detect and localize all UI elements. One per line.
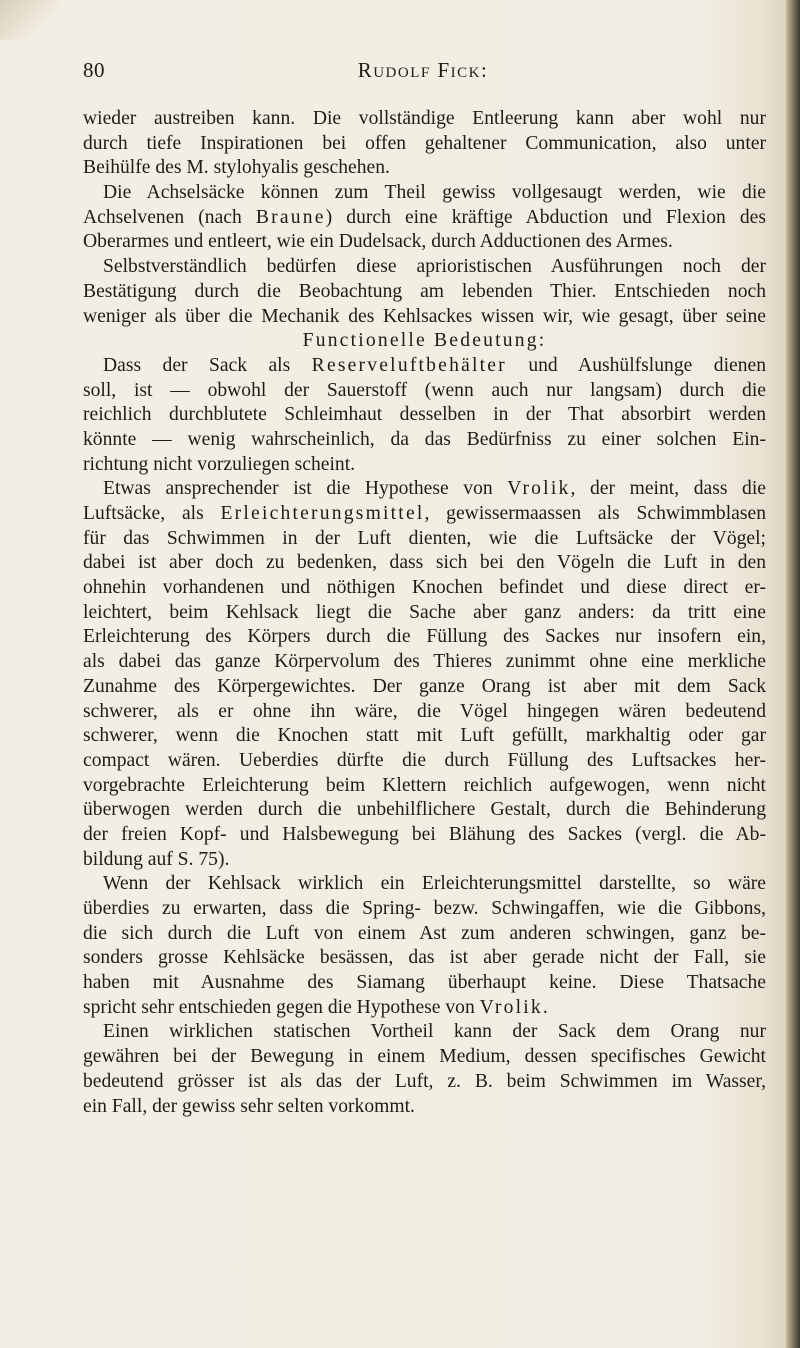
text-line: ein Fall, der gewiss sehr selten vorkommt. xyxy=(83,1095,415,1117)
page-header xyxy=(83,58,763,88)
text-line: Zunahme des Körpergewichtes. Der ganze Orang ist aber mit dem Sack xyxy=(83,675,766,697)
text-line: soll, ist — obwohl der Sauerstoff (wenn auch nur langsam) durch die xyxy=(83,379,766,401)
text-line: für das Schwimmen in der Luft dienten, wie die Luftsäcke der Vögel; xyxy=(83,527,766,549)
author-name-vrolik: Vrolik xyxy=(507,478,571,500)
text-line: vorgebrachte Erleichterung beim Klettern reichlich aufgewogen, wenn nicht xyxy=(83,774,766,796)
author-name-vrolik: Vrolik xyxy=(479,996,543,1018)
text-line: sonders grosse Kehlsäcke besässen, das ist aber gerade nicht der Fall, sie xyxy=(83,947,766,969)
text-line: weniger als über die Mechanik des Kehlsackes wissen wir, wie gesagt, über seine xyxy=(83,305,766,327)
text-span: Achselvenen (nach xyxy=(83,206,256,228)
emphasis-term: Erleichterungsmittel xyxy=(220,503,425,524)
text-line: Einen wirklichen statischen Vortheil kann der Sack dem Orang nur xyxy=(103,1021,766,1043)
text-span: spricht sehr entschieden gegen die Hypothese von xyxy=(83,996,480,1018)
text-span: Luftsäcke, als xyxy=(83,503,221,524)
text-line: die sich durch die Luft von einem Ast zum anderen schwingen, ganz be- xyxy=(83,922,766,944)
text-line: der freien Kopf- und Halsbewegung bei Blähung des Sackes (vergl. die Ab- xyxy=(83,823,766,845)
text-line: Erleichterung des Körpers durch die Füllung des Sackes nur insofern ein, xyxy=(83,626,766,648)
text-span: Dass der Sack als xyxy=(103,354,312,376)
text-line: schwerer, als er ohne ihn wäre, die Vögel hingegen wären bedeutend xyxy=(83,700,766,722)
text-line: Oberarmes und entleert, wie ein Dudelsack, durch Adductionen des Armes. xyxy=(83,231,673,253)
text-line xyxy=(83,477,766,502)
section-heading: Functionelle Bedeutung: xyxy=(302,330,547,352)
text-line: als dabei das ganze Körpervolum des Thieres zunimmt ohne eine merkliche xyxy=(83,651,766,673)
text-line: reichlich durchblutete Schleimhaut desselben in der That absorbirt werden xyxy=(83,404,766,426)
text-line xyxy=(83,502,766,527)
text-line: Beihülfe des M. stylohyalis geschehen. xyxy=(83,157,390,179)
text-line: könnte — wenig wahrscheinlich, da das Bedürfniss zu einer solchen Ein- xyxy=(83,428,766,450)
running-title: Rudolf Fick: xyxy=(357,58,489,82)
text-line: Die Achselsäcke können zum Theil gewiss vollgesaugt werden, wie die xyxy=(103,182,766,204)
text-line: leichtert, beim Kehlsack liegt die Sache aber ganz anders: da tritt eine xyxy=(83,601,766,623)
text-span: Etwas ansprechender ist die Hypothese von xyxy=(103,478,508,500)
text-line: haben mit Ausnahme des Siamang überhaupt keine. Diese Thatsache xyxy=(83,972,766,994)
text-line: Wenn der Kehlsack wirklich ein Erleichterungsmittel darstellte, so wäre xyxy=(103,873,766,895)
body-text xyxy=(83,107,766,1119)
text-line: bedeutend grösser ist als das der Luft, z. B. beim Schwimmen im Wasser, xyxy=(83,1070,766,1092)
text-line: schwerer, wenn die Knochen statt mit Luft gefüllt, markhaltig oder gar xyxy=(83,725,766,747)
text-line: wieder austreiben kann. Die vollständige Entleerung kann aber wohl nur xyxy=(83,108,766,129)
text-span: ) durch eine kräftige Abduction und Flexion des xyxy=(325,206,766,228)
text-span: , der meint, dass die xyxy=(570,478,766,500)
text-line: überdies zu erwarten, dass die Spring- bezw. Schwingaffen, wie die Gibbons, xyxy=(83,898,766,919)
text-line: überwogen werden durch die unbehilflichere Gestalt, durch die Behinderung xyxy=(83,799,766,821)
page-corner-shading xyxy=(0,0,60,40)
text-line xyxy=(83,206,766,231)
text-line: bildung auf S. 75). xyxy=(83,848,230,870)
emphasis-term: Reserveluftbehälter xyxy=(311,354,507,376)
text-line: durch tiefe Inspirationen bei offen gehaltener Communication, also unter xyxy=(83,132,766,154)
text-line: Bestätigung durch die Beobachtung am lebenden Thier. Entschieden noch xyxy=(83,280,766,302)
text-line: richtung nicht vorzuliegen scheint. xyxy=(83,453,356,475)
text-span: und Aushülfslunge dienen xyxy=(506,354,766,376)
author-name-braune: Braune xyxy=(255,206,326,228)
text-line: Selbstverständlich bedürfen diese aprioristischen Ausführungen noch der xyxy=(103,256,766,278)
page-number: 80 xyxy=(83,58,105,82)
text-line xyxy=(83,354,766,379)
text-line xyxy=(83,996,766,1021)
text-span: , gewissermaassen als Schwimmblasen xyxy=(424,503,766,524)
text-span: . xyxy=(542,996,548,1018)
text-line: dabei ist aber doch zu bedenken, dass sich bei den Vögeln die Luft in den xyxy=(83,552,766,574)
text-line: ohnehin vorhandenen und nöthigen Knochen befindet und diese direct er- xyxy=(83,577,766,599)
text-line: compact wären. Ueberdies dürfte die durch Füllung des Luftsackes her- xyxy=(83,749,766,771)
text-line: gewähren bei der Bewegung in einem Medium, dessen specifisches Gewicht xyxy=(83,1046,766,1068)
page-binding-edge xyxy=(786,0,800,1348)
